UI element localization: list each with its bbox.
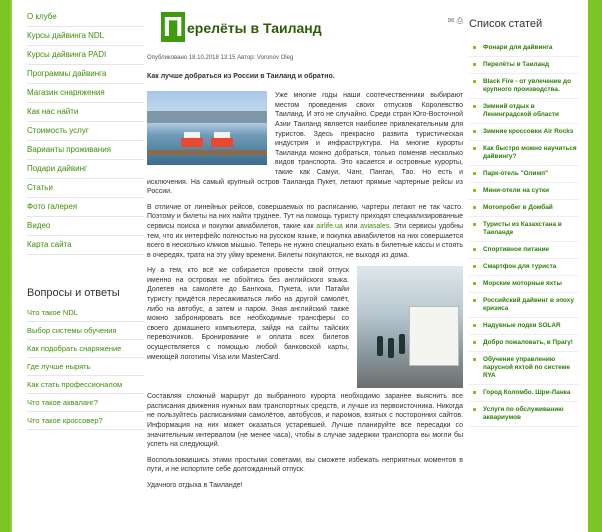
- article-link[interactable]: Парк-отель "Олимп": [469, 166, 579, 183]
- menu-item[interactable]: Видео: [27, 217, 144, 236]
- articles-sidebar: [469, 8, 579, 427]
- menu-item[interactable]: Фото галерея: [27, 198, 144, 217]
- article-paragraph: Ну а тем, кто всё же собирается провести свой отпуск именно на островах не обойтись без английского языка. Долетев на самолёте до Бангкока, Пукета, или Патайи туристу придётся пересаживаться либо на другой самолёт, либо на автобус, а затем и паром. Зная английский также можно забронировать все необходимые трансферы со своего домашнего компьютера, зайдя на сайты тайских перевозчиков. Бронирование и оплата всех билетов осуществляется с помощью любой банковской карты, имеющей логотипы Visa или MasterCard.: [147, 267, 349, 361]
- article-link[interactable]: Морские моторные яхты: [469, 276, 579, 293]
- title-drop-cap: П: [162, 11, 184, 42]
- menu-item[interactable]: Стоимость услуг: [27, 122, 144, 141]
- qa-item[interactable]: Что такое кроссовер?: [27, 412, 144, 430]
- qa-item[interactable]: Что такое акваланг?: [27, 394, 144, 412]
- print-icon[interactable]: ⎙: [456, 16, 463, 25]
- articles-heading: Список статей: [469, 18, 543, 30]
- airlife-link[interactable]: airlife.ua: [316, 222, 343, 230]
- article-link[interactable]: Туристы из Казахстана в Таиланде: [469, 217, 579, 242]
- ferry-photo: [147, 91, 267, 165]
- article-link[interactable]: Обучение управлению парусной яхтой по системе RYA: [469, 352, 579, 385]
- menu-item[interactable]: О клубе: [27, 8, 144, 27]
- article-link[interactable]: Перелёты в Таиланд: [469, 57, 579, 74]
- article-link[interactable]: Город Коломбо. Шри-Ланка: [469, 385, 579, 402]
- qa-item[interactable]: Где лучше нырять: [27, 358, 144, 376]
- article-link[interactable]: Фонари для дайвинга: [469, 40, 579, 57]
- article-paragraph: Воспользовавшись этими простыми советами, вы сможете избежать неприятных моментов в пути, и не испортите себе долгожданный отпуск.: [147, 456, 463, 474]
- aviasales-link[interactable]: aviasales: [360, 222, 390, 230]
- page-title: ерелёты в Таиланд: [187, 20, 322, 36]
- article-link[interactable]: Добро пожаловать, в Прагу!: [469, 335, 579, 352]
- articles-list: [469, 40, 579, 427]
- qa-item[interactable]: Как стать профессионалом: [27, 376, 144, 394]
- menu-item[interactable]: Программы дайвинга: [27, 65, 144, 84]
- qa-menu: [27, 304, 144, 430]
- left-sidebar: [27, 8, 144, 430]
- article-link[interactable]: Как быстро можно научиться дайвингу?: [469, 141, 579, 166]
- main-menu: [27, 8, 144, 255]
- menu-item[interactable]: Как нас найти: [27, 103, 144, 122]
- menu-item[interactable]: Карта сайта: [27, 236, 144, 255]
- article-paragraph: Уже многие годы наши соотечественники выбирают местом проведения своих отпусков Королевство Таиланд. И это не случайно. Среди стран Юго-Восточной Азии Таиланд является наиболее привлекательным для туристов. Здесь прекрасно развита туристическая индустрия и инфраструктура. На многие курорты Таиланда можно добраться, только поменяв несколько видов транспорта. Это касается и островные курорты, такие как Самуи, Чанг, Панган, Тао. Но есть и исключения. На самый крупный остров Таиланда Пукет, летают прямые чартерные рейсы из России.: [147, 92, 463, 196]
- article-link[interactable]: Зимний отдых в Ленинградской области: [469, 99, 579, 124]
- article-lead: Как лучше добраться из России в Таиланд и обратно.: [147, 72, 335, 80]
- article-link[interactable]: Мотопробег в Домбай: [469, 200, 579, 217]
- menu-item[interactable]: Статьи: [27, 179, 144, 198]
- menu-item[interactable]: Варианты проживания: [27, 141, 144, 160]
- menu-item[interactable]: Подари дайвинг: [27, 160, 144, 179]
- article-link[interactable]: Российский дайвинг в эпоху кризиса: [469, 293, 579, 318]
- menu-item[interactable]: Магазин снаряжения: [27, 84, 144, 103]
- qa-item[interactable]: Что такое NDL: [27, 304, 144, 322]
- qa-item[interactable]: Выбор системы обучения: [27, 322, 144, 340]
- page: [10, 0, 588, 532]
- qa-heading: Вопросы и ответы: [27, 287, 120, 299]
- article-tools: [448, 16, 463, 26]
- article-link[interactable]: Смартфон для туриста: [469, 259, 579, 276]
- menu-item[interactable]: Курсы дайвинга PADI: [27, 46, 144, 65]
- email-icon[interactable]: ✉: [447, 16, 455, 25]
- qa-item[interactable]: Как подобрать снаряжение: [27, 340, 144, 358]
- article: [147, 8, 463, 497]
- menu-item[interactable]: Курсы дайвинга NDL: [27, 27, 144, 46]
- article-paragraph: Удачного отдыха в Таиланде!: [147, 482, 243, 490]
- article-link[interactable]: Мини-отели на сутки: [469, 183, 579, 200]
- article-paragraph: В отличие от линейных рейсов, совершаемых по расписанию, чартеры летают не так часто. Поэтому и билеты на них найти труднее. Тут на помощь туристу приходят специализированные сервисы поиска и покупки авиабилетов, такие как airlife.ua или aviasales. Эти сервисы удобны тем, что их интерфейс полностью на русском языке, и покупка авиабилетов на них совершается всего в несколько кликов мышью. Теперь не нужно специально ехать в билетные кассы и стоять в очередях, трата на эту уйму времени. Билеты покупаются, не выходя из дома.: [147, 203, 464, 259]
- article-paragraph: Составляя сложный маршрут до выбранного курорта необходимо заранее выяснить все расписания движения нужных вам транспортных средств, и лучше из первоисточника. Никогда не пользуйтесь расписаниями самолётов, автобусов, и паромов, взятых с посторонних сайтов. Информация на них может оказаться устаревшей. Лучше планируйте все пересадки со значительным интервалом (не менее часа), чтобы в случае задержки транспорта вы могли бы успеть на следующий.: [147, 393, 463, 449]
- article-link[interactable]: Зимние кроссовки Air Rocks: [469, 124, 579, 141]
- article-link[interactable]: Спортивное питание: [469, 242, 579, 259]
- airport-kiosk-photo: [357, 266, 463, 388]
- article-header: [147, 8, 463, 48]
- article-link[interactable]: Black Fire - от увлечение до крупного производства.: [469, 74, 579, 99]
- article-link[interactable]: Надувные лодки SOLAR: [469, 318, 579, 335]
- article-meta: Опубликовано 18.10.2018 13:15 Автор: Voronov Oleg: [147, 55, 294, 61]
- article-link[interactable]: Услуги по обслуживанию аквариумов: [469, 402, 579, 427]
